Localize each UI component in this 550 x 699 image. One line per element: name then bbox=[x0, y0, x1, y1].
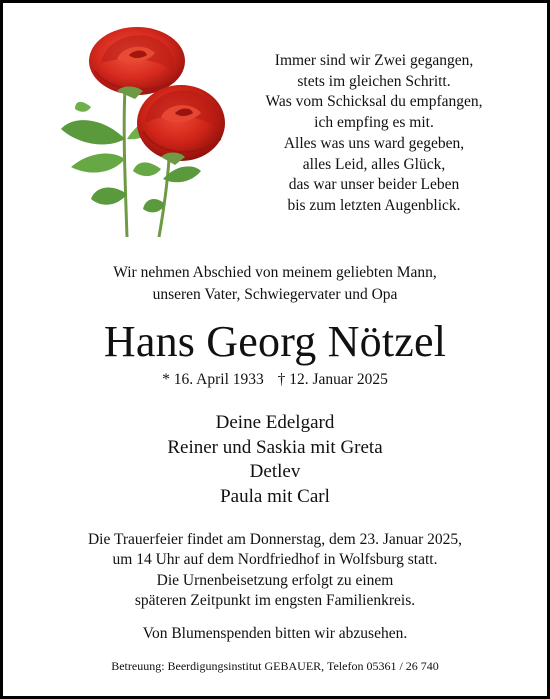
urn-line: Die Urnenbeisetzung erfolgt zu einem bbox=[156, 572, 394, 589]
life-dates bbox=[3, 369, 547, 391]
service-line: Die Trauerfeier findet am Donnerstag, dem 23. Januar 2025, bbox=[87, 531, 463, 548]
poem-line: bis zum letzten Augenblick. bbox=[287, 196, 461, 214]
poem-line: alles Leid, alles Glück, bbox=[302, 155, 446, 173]
red-roses-icon bbox=[51, 19, 231, 241]
intro-line: Wir nehmen Abschied von meinem geliebten Mann, bbox=[113, 264, 437, 281]
urn-burial-info bbox=[3, 571, 547, 610]
flowers-note: Von Blumenspenden bitten wir abzusehen. bbox=[142, 625, 408, 642]
funeral-home-footer: Betreuung: Beerdigungsinstitut GEBAUER, Telefon 05361 / 26 740 bbox=[111, 659, 439, 673]
poem-line: das war unser beider Leben bbox=[288, 176, 460, 194]
mourners-list bbox=[3, 411, 547, 509]
poem bbox=[239, 51, 509, 217]
poem-line: Immer sind wir Zwei gegangen, bbox=[274, 52, 474, 69]
poem-line: Alles was uns ward gegeben, bbox=[283, 134, 465, 152]
poem-line: ich empfing es mit. bbox=[314, 114, 434, 132]
mourner: Reiner und Saskia mit Greta bbox=[167, 436, 383, 458]
mourner: Paula mit Carl bbox=[220, 485, 330, 507]
urn-line: späteren Zeitpunkt im engsten Familienkreis. bbox=[134, 591, 416, 609]
mourner: Detlev bbox=[249, 461, 301, 482]
poem-line: Was vom Schicksal du empfangen, bbox=[265, 93, 483, 111]
service-line: um 14 Uhr auf dem Nordfriedhof in Wolfsburg statt. bbox=[112, 550, 438, 568]
death-date: † 12. Januar 2025 bbox=[277, 371, 388, 388]
birth-date: * 16. April 1933 bbox=[162, 371, 264, 388]
intro-line: unseren Vater, Schwiegervater und Opa bbox=[152, 286, 398, 303]
deceased-name: Hans Georg Nötzel bbox=[103, 317, 447, 366]
mourner: Deine Edelgard bbox=[215, 412, 335, 433]
funeral-service-info bbox=[3, 530, 547, 569]
poem-line: stets im gleichen Schritt. bbox=[297, 72, 451, 90]
farewell-intro bbox=[3, 262, 547, 306]
